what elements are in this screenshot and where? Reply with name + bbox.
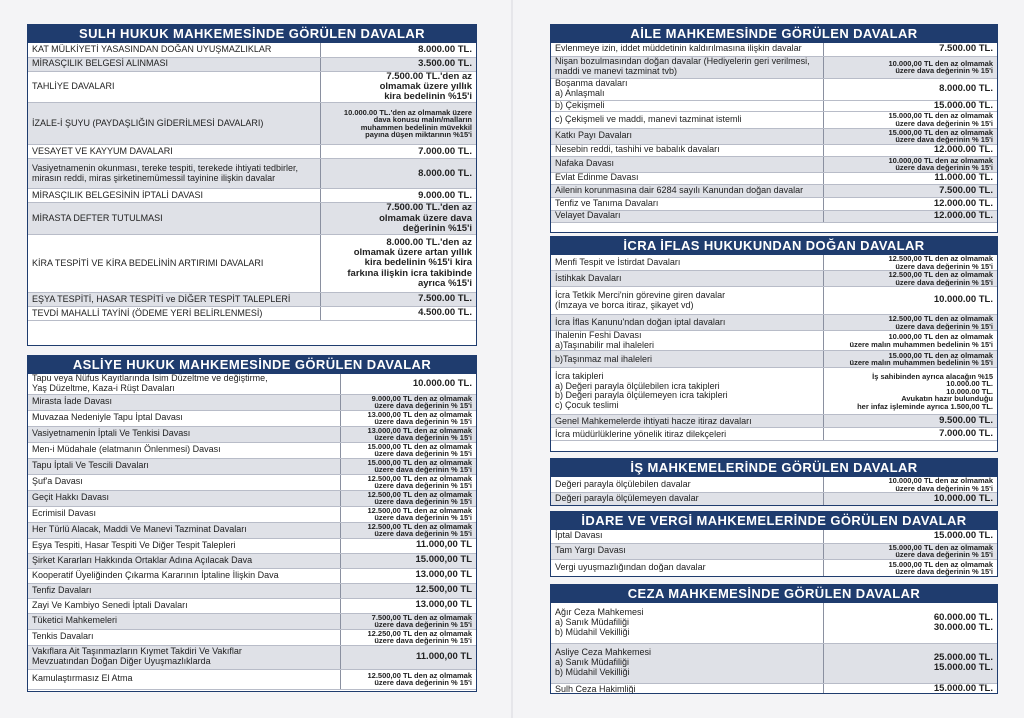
icra-row bbox=[551, 287, 997, 315]
fee-value: 7.500.00 TL.'den az olmamak üzere dava değerinin %15'i bbox=[320, 203, 476, 235]
fee-value: 10.000.00 TL.'den az olmamak üzere dava konusu malın/malların muhammen bedelinin müvekkil payına düşen miktarının %15'i bbox=[320, 103, 476, 145]
case-type-label: Velayet Davaları bbox=[551, 210, 823, 222]
asliye-row bbox=[28, 645, 476, 669]
fee-value: 15.000.00 TL. bbox=[823, 683, 997, 694]
case-type-label: Zayi Ve Kambiyo Senedi İptali Davaları bbox=[28, 598, 340, 613]
fee-value: 15.000.00 TL. bbox=[823, 100, 997, 111]
case-type-label: Genel Mahkemelerde ihtiyati hacze itiraz davaları bbox=[551, 415, 823, 428]
case-type-label: İcra Tetkik Merci'nin görevine giren davalar (İmzaya ve borca itiraz, şikayet vd) bbox=[551, 287, 823, 315]
fee-value: 12.500,00 TL den az olmamak üzere dava değerinin % 15'i bbox=[823, 271, 997, 287]
case-type-label: b)Taşınmaz mal ihaleleri bbox=[551, 351, 823, 368]
case-type-label: TEVDİ MAHALLİ TAYİNİ (ÖDEME YERİ BELİRLENMESİ) bbox=[28, 307, 320, 321]
aile-row bbox=[551, 56, 997, 78]
ceza-title: CEZA MAHKEMESİNDE GÖRÜLEN DAVALAR bbox=[551, 585, 997, 603]
case-type-label: İcra takipleri a) Değeri parayla ölçülebilen icra takipleri b) Değeri parayla ölçülemeyen icra takipleri c) Çocuk teslimi bbox=[551, 368, 823, 415]
fee-value: 10.000,00 TL den az olmamak üzere dava değerinin % 15'i bbox=[823, 477, 997, 493]
fee-value: 15.000,00 TL den az olmamak üzere dava değerinin % 15'i bbox=[823, 543, 997, 559]
case-type-label: Her Türlü Alacak, Maddi Ve Manevi Tazminat Davaları bbox=[28, 522, 340, 538]
case-type-label: Ailenin korunmasına dair 6284 sayılı Kanundan doğan davalar bbox=[551, 184, 823, 197]
sulh-row bbox=[28, 203, 476, 235]
case-type-label: Asliye Ceza Mahkemesi a) Sanık Müdafiliği b) Müdahil Vekilliği bbox=[551, 643, 823, 683]
aile-panel bbox=[550, 24, 998, 233]
case-type-label: Tam Yargı Davası bbox=[551, 543, 823, 559]
is-row bbox=[551, 493, 997, 506]
icra-row bbox=[551, 368, 997, 415]
fee-value: 13.000,00 TL bbox=[340, 568, 476, 583]
fee-value: 8.000.00 TL.'den az olmamak üzere artan yıllık kira bedelinin %15'i kira farkına ilişkin icra takibinde ayrıca %15'i bbox=[320, 235, 476, 293]
fee-value: 13.000,00 TL bbox=[340, 598, 476, 613]
case-type-label: Sulh Ceza Hakimliği bbox=[551, 683, 823, 694]
case-type-label: İcra İflas Kanunu'ndan doğan iptal davaları bbox=[551, 315, 823, 331]
fee-value: 10.000.00 TL. bbox=[340, 374, 476, 394]
ceza-panel bbox=[550, 584, 998, 694]
fee-value: 11.000,00 TL bbox=[340, 645, 476, 669]
aile-row bbox=[551, 144, 997, 156]
fee-value: 11.000.00 TL. bbox=[823, 172, 997, 184]
fee-value: 15.000,00 TL bbox=[340, 553, 476, 568]
asliye-row bbox=[28, 553, 476, 568]
case-type-label: Boşanma davaları a) Anlaşmalı bbox=[551, 78, 823, 100]
asliye-row bbox=[28, 538, 476, 553]
sulh-row bbox=[28, 71, 476, 103]
case-type-label: Tapu veya Nüfus Kayıtlarında İsim Düzeltme ve değiştirme, Yaş Düzeltme, Kaza-i Rüşt Davaları bbox=[28, 374, 340, 394]
fee-value: 3.500.00 TL. bbox=[320, 57, 476, 71]
fee-value: 11.000,00 TL bbox=[340, 538, 476, 553]
icra-row bbox=[551, 428, 997, 441]
fee-value: 12.500,00 TL den az olmamak üzere dava değerinin % 15'i bbox=[340, 506, 476, 522]
sulh-row bbox=[28, 235, 476, 293]
sulh-row bbox=[28, 57, 476, 71]
is-panel bbox=[550, 458, 998, 506]
fee-value: 15.000.00 TL. bbox=[823, 530, 997, 543]
fee-value: 10.000.00 TL. bbox=[823, 493, 997, 506]
fee-value: 4.500.00 TL. bbox=[320, 307, 476, 321]
sulh-row bbox=[28, 189, 476, 203]
ceza-row bbox=[551, 643, 997, 683]
fee-value: 12.500,00 TL den az olmamak üzere dava değerinin % 15'i bbox=[340, 490, 476, 506]
aile-row bbox=[551, 197, 997, 210]
asliye-row bbox=[28, 568, 476, 583]
case-type-label: Ecrimisil Davası bbox=[28, 506, 340, 522]
ceza-row bbox=[551, 603, 997, 643]
case-type-label: Mirasta İade Davası bbox=[28, 394, 340, 410]
asliye-row bbox=[28, 629, 476, 645]
asliye-hukuk-panel bbox=[27, 355, 477, 692]
fee-value: 60.000.00 TL. 30.000.00 TL. bbox=[823, 603, 997, 643]
asliye-row bbox=[28, 669, 476, 689]
case-type-label: Ağır Ceza Mahkemesi a) Sanık Müdafiliği b) Müdahil Vekilliği bbox=[551, 603, 823, 643]
aile-row bbox=[551, 111, 997, 128]
case-type-label: TAHLİYE DAVALARI bbox=[28, 71, 320, 103]
case-type-label: Şuf'a Davası bbox=[28, 474, 340, 490]
case-type-label: Nişan bozulmasından doğan davalar (Hediyelerin geri verilmesi, maddi ve manevi tazminat tvb) bbox=[551, 56, 823, 78]
case-type-label: Eşya Tespiti, Hasar Tespiti Ve Diğer Tespit Talepleri bbox=[28, 538, 340, 553]
case-type-label: İcra müdürlüklerine yönelik itiraz dilekçeleri bbox=[551, 428, 823, 441]
asliye-row bbox=[28, 506, 476, 522]
sulh-hukuk-title: SULH HUKUK MAHKEMESİNDE GÖRÜLEN DAVALAR bbox=[28, 25, 476, 43]
case-type-label: İptal Davası bbox=[551, 530, 823, 543]
fee-value: 12.000.00 TL. bbox=[823, 197, 997, 210]
icra-table bbox=[551, 255, 997, 441]
fee-value: 12.250,00 TL den az olmamak üzere dava değerinin % 15'i bbox=[340, 629, 476, 645]
fee-value: 8.000.00 TL. bbox=[320, 43, 476, 57]
fee-value: 10.000.00 TL. bbox=[823, 287, 997, 315]
aile-row bbox=[551, 128, 997, 144]
fee-value: 7.500.00 TL. bbox=[320, 293, 476, 307]
fee-value: 13.000,00 TL den az olmamak üzere dava değerinin % 15'i bbox=[340, 426, 476, 442]
case-type-label: KİRA TESPİTİ VE KİRA BEDELİNİN ARTIRIMI DAVALARI bbox=[28, 235, 320, 293]
icra-row bbox=[551, 351, 997, 368]
aile-row bbox=[551, 210, 997, 222]
case-type-label: VESAYET VE KAYYUM DAVALARI bbox=[28, 145, 320, 159]
aile-row bbox=[551, 43, 997, 56]
case-type-label: Evlenmeye izin, iddet müddetinin kaldırılmasına ilişkin davalar bbox=[551, 43, 823, 56]
idare-row bbox=[551, 559, 997, 577]
sulh-hukuk-table bbox=[28, 43, 476, 321]
fee-value: 12.000.00 TL. bbox=[823, 210, 997, 222]
fee-value: 15.000,00 TL den az olmamak üzere dava değerinin % 15'i bbox=[823, 128, 997, 144]
case-type-label: KAT MÜLKİYETİ YASASINDAN DOĞAN UYUŞMAZLIKLAR bbox=[28, 43, 320, 57]
sulh-hukuk-panel bbox=[27, 24, 477, 346]
fee-value: 7.500.00 TL. bbox=[823, 184, 997, 197]
sulh-row bbox=[28, 43, 476, 57]
icra-row bbox=[551, 331, 997, 351]
case-type-label: Geçit Hakkı Davası bbox=[28, 490, 340, 506]
asliye-hukuk-title: ASLİYE HUKUK MAHKEMESİNDE GÖRÜLEN DAVALAR bbox=[28, 356, 476, 374]
fee-value: 7.500.00 TL.'den az olmamak üzere yıllık kira bedelinin %15'i bbox=[320, 71, 476, 103]
icra-row bbox=[551, 315, 997, 331]
asliye-row bbox=[28, 474, 476, 490]
case-type-label: Değeri parayla ölçülemeyen davalar bbox=[551, 493, 823, 506]
is-title: İŞ MAHKEMELERİNDE GÖRÜLEN DAVALAR bbox=[551, 459, 997, 477]
case-type-label: Vasiyetnamenin okunması, tereke tespiti, terekede ihtiyati tedbirler, mirasın reddi, miras şirketinemümessil tayinine ilişkin davalar bbox=[28, 159, 320, 189]
case-type-label: Katkı Payı Davaları bbox=[551, 128, 823, 144]
idare-panel bbox=[550, 511, 998, 577]
case-type-label: Şirket Kararları Hakkında Ortaklar Adına Açılacak Dava bbox=[28, 553, 340, 568]
case-type-label: Tapu İptali Ve Tescili Davaları bbox=[28, 458, 340, 474]
fee-value: 12.000.00 TL. bbox=[823, 144, 997, 156]
aile-row bbox=[551, 184, 997, 197]
case-type-label: Nesebin reddi, tashihi ve babalık davaları bbox=[551, 144, 823, 156]
fee-value: 9.000,00 TL den az olmamak üzere dava değerinin % 15'i bbox=[340, 394, 476, 410]
idare-row bbox=[551, 530, 997, 543]
case-type-label: Vasiyetnamenin İptali Ve Tenkisi Davası bbox=[28, 426, 340, 442]
fee-value: 12.500,00 TL den az olmamak üzere dava değerinin % 15'i bbox=[340, 522, 476, 538]
case-type-label: Tenfiz ve Tanıma Davaları bbox=[551, 197, 823, 210]
case-type-label: İZALE-İ ŞUYU (PAYDAŞLIĞIN GİDERİLMESİ DAVALARI) bbox=[28, 103, 320, 145]
asliye-row bbox=[28, 410, 476, 426]
fee-value: 7.500.00 TL. bbox=[823, 43, 997, 56]
fee-value: 7.000.00 TL. bbox=[823, 428, 997, 441]
asliye-row bbox=[28, 426, 476, 442]
ceza-row bbox=[551, 683, 997, 694]
idare-row bbox=[551, 543, 997, 559]
fee-value: 12.500,00 TL den az olmamak üzere dava değerinin % 15'i bbox=[823, 255, 997, 271]
aile-row bbox=[551, 100, 997, 111]
fee-value: 10.000,00 TL den az olmamak üzere malın muhammen bedelinin % 15'i bbox=[823, 331, 997, 351]
fee-value: 15.000,00 TL den az olmamak üzere dava değerinin % 15'i bbox=[340, 458, 476, 474]
fee-value: 9.500.00 TL. bbox=[823, 415, 997, 428]
sulh-row bbox=[28, 293, 476, 307]
asliye-row bbox=[28, 394, 476, 410]
icra-row bbox=[551, 255, 997, 271]
asliye-row bbox=[28, 613, 476, 629]
fee-value: 10.000,00 TL den az olmamak üzere dava değerinin % 15'i bbox=[823, 56, 997, 78]
fee-value: 9.000.00 TL. bbox=[320, 189, 476, 203]
aile-row bbox=[551, 78, 997, 100]
asliye-row bbox=[28, 522, 476, 538]
case-type-label: c) Çekişmeli ve maddi, manevi tazminat istemli bbox=[551, 111, 823, 128]
case-type-label: Tüketici Mahkemeleri bbox=[28, 613, 340, 629]
asliye-row bbox=[28, 374, 476, 394]
ceza-table bbox=[551, 603, 997, 694]
fee-value: 12.500,00 TL bbox=[340, 583, 476, 598]
aile-row bbox=[551, 156, 997, 172]
asliye-row bbox=[28, 458, 476, 474]
is-row bbox=[551, 477, 997, 493]
case-type-label: MİRASÇILIK BELGESİNİN İPTALİ DAVASI bbox=[28, 189, 320, 203]
fee-value: 15.000,00 TL den az olmamak üzere dava değerinin % 15'i bbox=[823, 111, 997, 128]
asliye-hukuk-table bbox=[28, 374, 476, 690]
case-type-label: Men-i Müdahale (elatmanın Önlenmesi) Davası bbox=[28, 442, 340, 458]
fee-value: 8.000.00 TL. bbox=[823, 78, 997, 100]
case-type-label: Vergi uyuşmazlığından doğan davalar bbox=[551, 559, 823, 577]
case-type-label: Tenfiz Davaları bbox=[28, 583, 340, 598]
fee-value: 12.500,00 TL den az olmamak üzere dava değerinin % 15'i bbox=[340, 474, 476, 490]
case-type-label: Menfi Tespit ve İstirdat Davaları bbox=[551, 255, 823, 271]
case-type-label: Evlat Edinme Davası bbox=[551, 172, 823, 184]
aile-table bbox=[551, 43, 997, 223]
is-table bbox=[551, 477, 997, 506]
case-type-label: Kamulaştırmasız El Atma bbox=[28, 669, 340, 689]
asliye-row bbox=[28, 442, 476, 458]
case-type-label: MİRASTA DEFTER TUTULMASI bbox=[28, 203, 320, 235]
case-type-label: Vakıflara Ait Taşınmazların Kıymet Takdiri Ve Vakıflar Mevzuatından Doğan Diğer Uyuşmazlıklarda bbox=[28, 645, 340, 669]
fee-value: 13.000,00 TL den az olmamak üzere dava değerinin % 15'i bbox=[340, 410, 476, 426]
case-type-label: MİRASÇILIK BELGESİ ALINMASI bbox=[28, 57, 320, 71]
icra-title: İCRA İFLAS HUKUKUNDAN DOĞAN DAVALAR bbox=[551, 237, 997, 255]
case-type-label: İhalenin Feshi Davası a)Taşınabilir mal ihaleleri bbox=[551, 331, 823, 351]
icra-row bbox=[551, 415, 997, 428]
fee-value: 12.500,00 TL den az olmamak üzere dava değerinin % 15'i bbox=[823, 315, 997, 331]
case-type-label: Kooperatif Üyeliğinden Çıkarma Kararının İptaline İlişkin Dava bbox=[28, 568, 340, 583]
icra-panel bbox=[550, 236, 998, 452]
case-type-label: Nafaka Davası bbox=[551, 156, 823, 172]
fee-value: 15.000,00 TL den az olmamak üzere dava değerinin % 15'i bbox=[340, 442, 476, 458]
aile-row bbox=[551, 172, 997, 184]
fee-value: 15.000,00 TL den az olmamak üzere malın muhammen bedelinin % 15'i bbox=[823, 351, 997, 368]
fee-value: 10.000,00 TL den az olmamak üzere dava değerinin % 15'i bbox=[823, 156, 997, 172]
sulh-row bbox=[28, 145, 476, 159]
fee-value: 15.000,00 TL den az olmamak üzere dava değerinin % 15'i bbox=[823, 559, 997, 577]
case-type-label: Tenkis Davaları bbox=[28, 629, 340, 645]
asliye-row bbox=[28, 598, 476, 613]
case-type-label: İstihkak Davaları bbox=[551, 271, 823, 287]
idare-title: İDARE VE VERGİ MAHKEMELERİNDE GÖRÜLEN DAVALAR bbox=[551, 512, 997, 530]
case-type-label: EŞYA TESPİTİ, HASAR TESPİTİ ve DİĞER TESPİT TALEPLERİ bbox=[28, 293, 320, 307]
aile-title: AİLE MAHKEMESİNDE GÖRÜLEN DAVALAR bbox=[551, 25, 997, 43]
page-fold bbox=[511, 0, 513, 718]
idare-table bbox=[551, 530, 997, 577]
case-type-label: Muvazaa Nedeniyle Tapu İptal Davası bbox=[28, 410, 340, 426]
sulh-row bbox=[28, 159, 476, 189]
icra-row bbox=[551, 271, 997, 287]
fee-value: 7.000.00 TL. bbox=[320, 145, 476, 159]
fee-value: 8.000.00 TL. bbox=[320, 159, 476, 189]
case-type-label: Değeri parayla ölçülebilen davalar bbox=[551, 477, 823, 493]
case-type-label: b) Çekişmeli bbox=[551, 100, 823, 111]
fee-value: 7.500,00 TL den az olmamak üzere dava değerinin % 15'i bbox=[340, 613, 476, 629]
asliye-row bbox=[28, 583, 476, 598]
asliye-row bbox=[28, 490, 476, 506]
fee-value: 25.000.00 TL. 15.000.00 TL. bbox=[823, 643, 997, 683]
fee-value: İş sahibinden ayrıca alacağın %15 10.000.00 TL. 10.000.00 TL. Avukatın hazır bulunduğu her infaz işleminde ayrıca 1.500,00 TL. bbox=[823, 368, 997, 415]
sulh-row bbox=[28, 103, 476, 145]
sulh-row bbox=[28, 307, 476, 321]
fee-value: 12.500,00 TL den az olmamak üzere dava değerinin % 15'i bbox=[340, 669, 476, 689]
